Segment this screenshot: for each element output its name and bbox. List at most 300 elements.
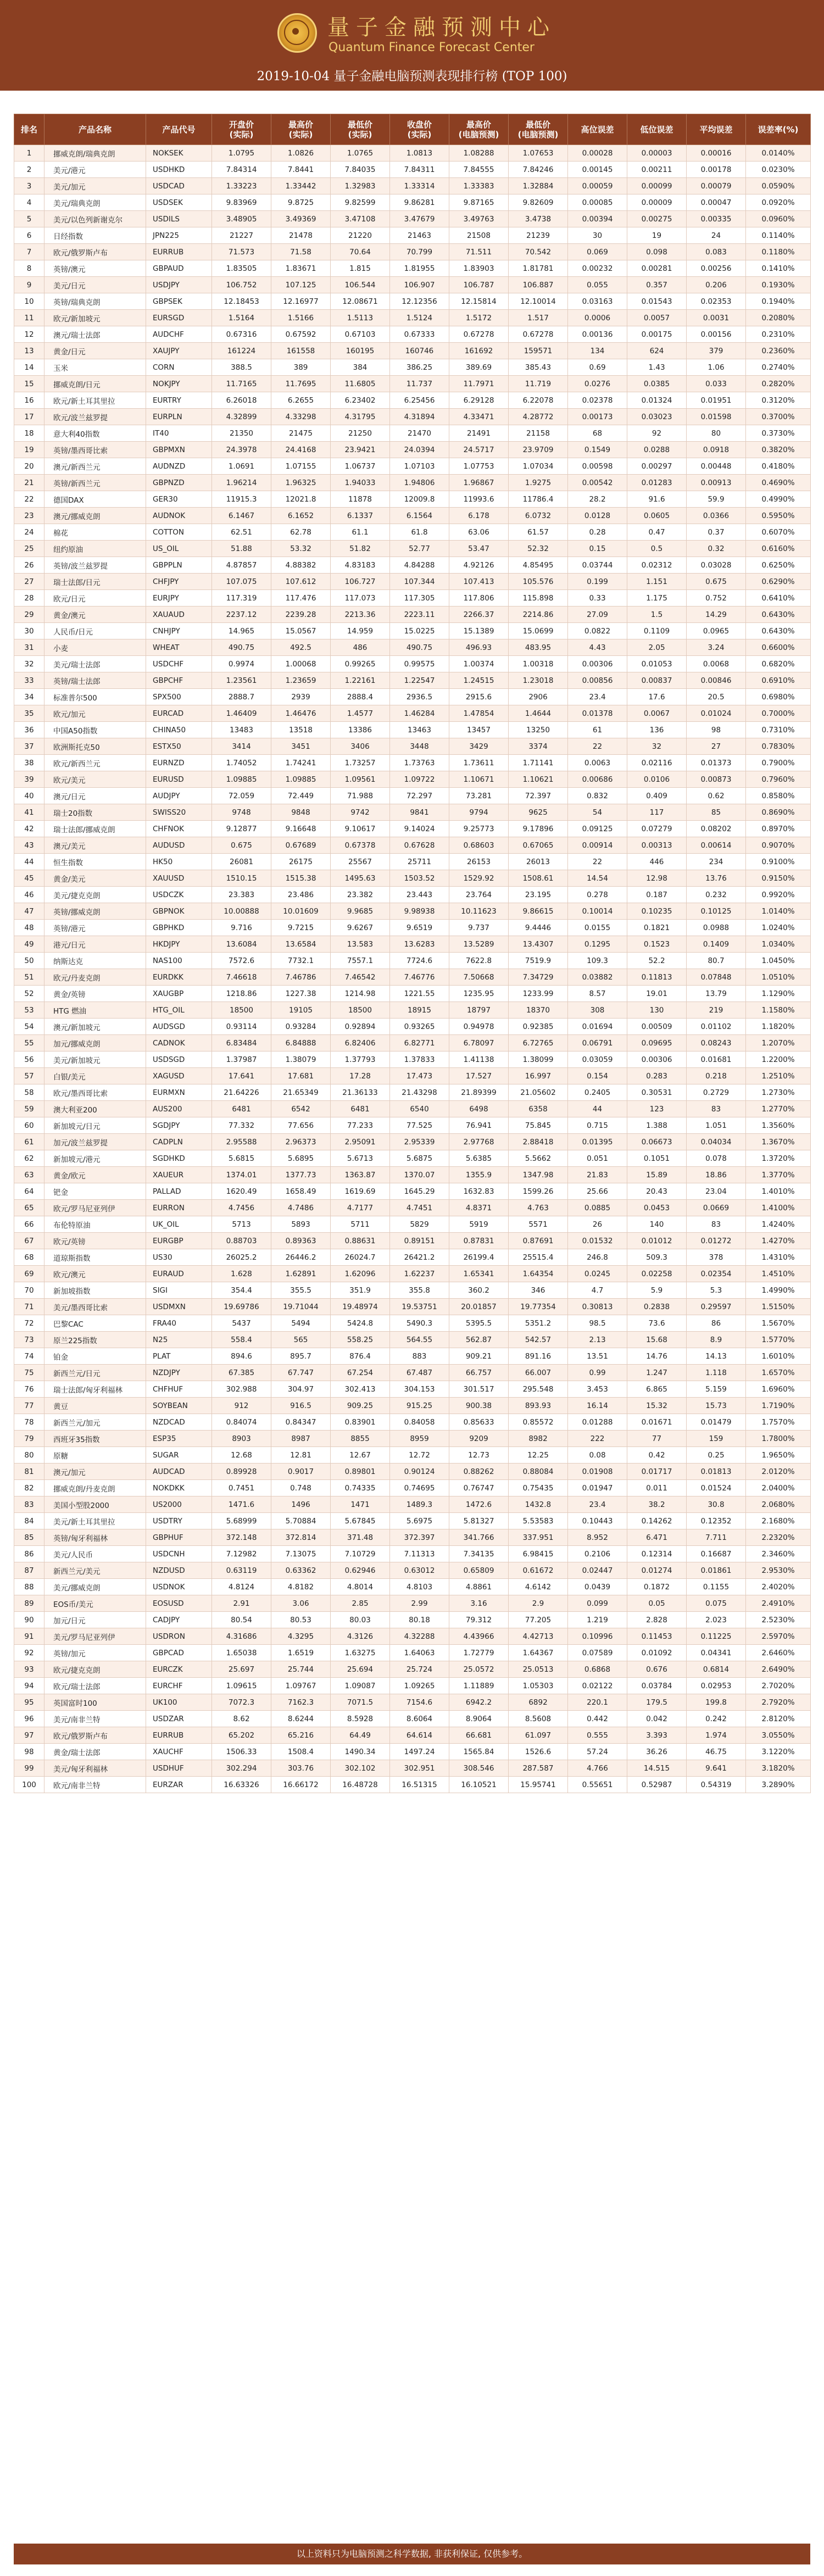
table-cell: 0.85633 bbox=[449, 1414, 509, 1431]
table-cell: 欧元/英镑 bbox=[44, 1233, 146, 1249]
table-cell: IT40 bbox=[146, 425, 212, 442]
table-cell: 4.6142 bbox=[509, 1579, 568, 1595]
table-cell: 美元/南非兰特 bbox=[44, 1711, 146, 1727]
table-cell: 0.84074 bbox=[212, 1414, 271, 1431]
table-cell: 5713 bbox=[212, 1216, 271, 1233]
table-row bbox=[14, 920, 811, 936]
table-cell: 1.2770% bbox=[746, 1101, 811, 1117]
table-cell: 490.75 bbox=[212, 639, 271, 656]
table-cell: 1.09087 bbox=[331, 1678, 390, 1694]
table-cell: 1.07753 bbox=[449, 458, 509, 475]
table-cell: 893.93 bbox=[509, 1398, 568, 1414]
table-cell: 13386 bbox=[331, 722, 390, 738]
table-cell: 1.0510% bbox=[746, 969, 811, 986]
table-cell: 8959 bbox=[390, 1431, 449, 1447]
table-cell: 7.84035 bbox=[331, 162, 390, 178]
table-cell: 65.216 bbox=[271, 1727, 331, 1744]
table-cell: 9.6267 bbox=[331, 920, 390, 936]
table-cell: 2.1680% bbox=[746, 1513, 811, 1529]
table-cell: 1 bbox=[14, 145, 44, 162]
table-cell: 0.00542 bbox=[568, 475, 627, 491]
table-cell: 0.1155 bbox=[687, 1579, 746, 1595]
table-cell: 0.01102 bbox=[687, 1019, 746, 1035]
table-cell: 挪威克朗/日元 bbox=[44, 376, 146, 392]
table-cell: 21.83 bbox=[568, 1167, 627, 1183]
table-cell: 15.95741 bbox=[509, 1777, 568, 1793]
table-cell: 1.73257 bbox=[331, 755, 390, 771]
table-cell: SIGI bbox=[146, 1282, 212, 1299]
table-cell: 0.02122 bbox=[568, 1678, 627, 1694]
table-cell: 0.88084 bbox=[509, 1464, 568, 1480]
table-cell: 美元/挪威克朗 bbox=[44, 1579, 146, 1595]
table-row bbox=[14, 672, 811, 689]
table-cell: 9.82609 bbox=[509, 194, 568, 211]
table-cell: 0.1549 bbox=[568, 442, 627, 458]
table-row bbox=[14, 145, 811, 162]
table-cell: 92 bbox=[627, 425, 687, 442]
table-cell: 1370.07 bbox=[390, 1167, 449, 1183]
table-cell: 澳元/新加坡元 bbox=[44, 1019, 146, 1035]
table-cell: 0.1410% bbox=[746, 260, 811, 277]
table-cell: AUS200 bbox=[146, 1101, 212, 1117]
table-cell: 0.54319 bbox=[687, 1777, 746, 1793]
table-cell: 0.0453 bbox=[627, 1200, 687, 1216]
table-cell: 5.70884 bbox=[271, 1513, 331, 1529]
table-cell: 0.88703 bbox=[212, 1233, 271, 1249]
table-cell: 19.69786 bbox=[212, 1299, 271, 1315]
table-cell: 7572.6 bbox=[212, 953, 271, 969]
table-cell: 人民币/日元 bbox=[44, 623, 146, 639]
table-cell: 1.46284 bbox=[390, 705, 449, 722]
table-cell: 5351.2 bbox=[509, 1315, 568, 1332]
table-cell: 97 bbox=[14, 1727, 44, 1744]
table-cell: 0.02447 bbox=[568, 1562, 627, 1579]
table-cell: 1.974 bbox=[687, 1727, 746, 1744]
table-cell: 0.01024 bbox=[687, 705, 746, 722]
table-cell: CADJPY bbox=[146, 1612, 212, 1628]
table-cell: 1.74241 bbox=[271, 755, 331, 771]
table-row bbox=[14, 574, 811, 590]
table-row bbox=[14, 1002, 811, 1019]
table-cell: 67 bbox=[14, 1233, 44, 1249]
table-cell: 18.86 bbox=[687, 1167, 746, 1183]
table-cell: 8.57 bbox=[568, 986, 627, 1002]
table-cell: 117.806 bbox=[449, 590, 509, 607]
table-cell: 16.66172 bbox=[271, 1777, 331, 1793]
table-cell: 9625 bbox=[509, 804, 568, 821]
brand-name-cn: 量子金融预测中心 bbox=[327, 15, 556, 40]
table-cell: 1.09722 bbox=[390, 771, 449, 788]
table-cell: 16.14 bbox=[568, 1398, 627, 1414]
table-cell: 0.67628 bbox=[390, 837, 449, 854]
table-cell: 0.67278 bbox=[509, 326, 568, 343]
table-cell: 107.075 bbox=[212, 574, 271, 590]
table-cell: 77 bbox=[14, 1398, 44, 1414]
table-cell: 17.641 bbox=[212, 1068, 271, 1084]
table-cell: 0.01947 bbox=[568, 1480, 627, 1496]
table-cell: NZDCAD bbox=[146, 1414, 212, 1431]
table-cell: 0.01012 bbox=[627, 1233, 687, 1249]
table-cell: 32 bbox=[14, 656, 44, 672]
table-cell: 161692 bbox=[449, 343, 509, 359]
table-cell: 0.6868 bbox=[568, 1661, 627, 1678]
table-row bbox=[14, 1183, 811, 1200]
table-cell: 0.278 bbox=[568, 887, 627, 903]
table-cell: 0.2106 bbox=[568, 1546, 627, 1562]
table-cell: SOYBEAN bbox=[146, 1398, 212, 1414]
table-cell: 0.09695 bbox=[627, 1035, 687, 1051]
table-cell: 7.46776 bbox=[390, 969, 449, 986]
table-row bbox=[14, 1529, 811, 1546]
table-cell: 72.297 bbox=[390, 788, 449, 804]
table-cell: 69 bbox=[14, 1266, 44, 1282]
table-cell: 31 bbox=[14, 639, 44, 656]
table-row bbox=[14, 409, 811, 425]
table-cell: 8.9 bbox=[687, 1332, 746, 1348]
table-cell: 0.748 bbox=[271, 1480, 331, 1496]
table-cell: 21239 bbox=[509, 227, 568, 244]
table-cell: 1432.8 bbox=[509, 1496, 568, 1513]
table-cell: 23.9421 bbox=[331, 442, 390, 458]
table-cell: 6.1564 bbox=[390, 508, 449, 524]
table-cell: GBPHKD bbox=[146, 920, 212, 936]
table-cell: 1645.29 bbox=[390, 1183, 449, 1200]
table-cell: 6.1337 bbox=[331, 508, 390, 524]
table-cell: 0.07848 bbox=[687, 969, 746, 986]
table-cell: 140 bbox=[627, 1216, 687, 1233]
table-cell: 0.6250% bbox=[746, 557, 811, 574]
table-cell: AUDCAD bbox=[146, 1464, 212, 1480]
table-cell: 42 bbox=[14, 821, 44, 837]
table-cell: 77.233 bbox=[331, 1117, 390, 1134]
table-row bbox=[14, 524, 811, 541]
table-cell: 9.641 bbox=[687, 1760, 746, 1777]
table-cell: 5395.5 bbox=[449, 1315, 509, 1332]
table-cell: 1503.52 bbox=[390, 870, 449, 887]
table-cell: 0.02353 bbox=[687, 293, 746, 310]
table-cell: 7.11313 bbox=[390, 1546, 449, 1562]
table-cell: 159 bbox=[687, 1431, 746, 1447]
table-cell: EURAUD bbox=[146, 1266, 212, 1282]
table-cell: 中国A50指数 bbox=[44, 722, 146, 738]
table-cell: 14.959 bbox=[331, 623, 390, 639]
table-cell: 0.7900% bbox=[746, 755, 811, 771]
table-cell: 0.0965 bbox=[687, 623, 746, 639]
table-cell: 62 bbox=[14, 1150, 44, 1167]
table-cell: 3.16 bbox=[449, 1595, 509, 1612]
table-cell: 360.2 bbox=[449, 1282, 509, 1299]
table-cell: 3.1220% bbox=[746, 1744, 811, 1760]
table-cell: 0.0988 bbox=[687, 920, 746, 936]
table-cell: 0.09125 bbox=[568, 821, 627, 837]
table-cell: 562.87 bbox=[449, 1332, 509, 1348]
table-cell: 161224 bbox=[212, 343, 271, 359]
table-cell: 美国小型股2000 bbox=[44, 1496, 146, 1513]
column-header: 误差率(%) bbox=[746, 114, 811, 145]
table-cell: US2000 bbox=[146, 1496, 212, 1513]
table-cell: 15.68 bbox=[627, 1332, 687, 1348]
table-cell: 246.8 bbox=[568, 1249, 627, 1266]
table-row bbox=[14, 1398, 811, 1414]
table-cell: 5.67845 bbox=[331, 1513, 390, 1529]
table-cell: 5.159 bbox=[687, 1381, 746, 1398]
table-cell: 2.95339 bbox=[390, 1134, 449, 1150]
table-cell: 6.2655 bbox=[271, 392, 331, 409]
table-cell: 1.47854 bbox=[449, 705, 509, 722]
table-cell: 0.05 bbox=[627, 1595, 687, 1612]
table-cell: 1.81955 bbox=[390, 260, 449, 277]
table-cell: 0.232 bbox=[687, 887, 746, 903]
table-cell: 78 bbox=[14, 1414, 44, 1431]
table-cell: SPX500 bbox=[146, 689, 212, 705]
table-row bbox=[14, 639, 811, 656]
table-cell: 24.5717 bbox=[449, 442, 509, 458]
table-cell: 67.747 bbox=[271, 1365, 331, 1381]
table-cell: 美元/瑞典克朗 bbox=[44, 194, 146, 211]
table-cell: 9848 bbox=[271, 804, 331, 821]
table-cell: 61.57 bbox=[509, 524, 568, 541]
table-cell: 0.4180% bbox=[746, 458, 811, 475]
table-row bbox=[14, 359, 811, 376]
table-cell: 意大利40指数 bbox=[44, 425, 146, 442]
table-cell: 302.413 bbox=[331, 1381, 390, 1398]
table-cell: 英镑/加元 bbox=[44, 1645, 146, 1661]
table-cell: 1.0813 bbox=[390, 145, 449, 162]
table-cell: 1.151 bbox=[627, 574, 687, 590]
table-cell: 4.87857 bbox=[212, 557, 271, 574]
table-cell: 14.29 bbox=[687, 607, 746, 623]
table-cell: GBPSEK bbox=[146, 293, 212, 310]
table-cell: 1.0140% bbox=[746, 903, 811, 920]
table-cell: 106.887 bbox=[509, 277, 568, 293]
table-cell: 54 bbox=[568, 804, 627, 821]
table-cell: 6540 bbox=[390, 1101, 449, 1117]
table-cell: 1.5166 bbox=[271, 310, 331, 326]
table-cell: 2.9 bbox=[509, 1595, 568, 1612]
table-cell: 1.10621 bbox=[509, 771, 568, 788]
table-cell: 12.68 bbox=[212, 1447, 271, 1464]
table-row bbox=[14, 1431, 811, 1447]
table-cell: 7.84311 bbox=[390, 162, 449, 178]
table-cell: 80.53 bbox=[271, 1612, 331, 1628]
table-cell: 9794 bbox=[449, 804, 509, 821]
table-cell: 5.5662 bbox=[509, 1150, 568, 1167]
table-cell: 6358 bbox=[509, 1101, 568, 1117]
table-cell: 16.10521 bbox=[449, 1777, 509, 1793]
table-cell: CADPLN bbox=[146, 1134, 212, 1150]
table-cell: 19.48974 bbox=[331, 1299, 390, 1315]
table-cell: 3.47679 bbox=[390, 211, 449, 227]
table-row bbox=[14, 508, 811, 524]
table-cell: 英国富时100 bbox=[44, 1694, 146, 1711]
table-cell: 1.64063 bbox=[390, 1645, 449, 1661]
table-row bbox=[14, 1414, 811, 1431]
table-cell: EURDKK bbox=[146, 969, 212, 986]
table-cell: 美元/墨西哥比索 bbox=[44, 1299, 146, 1315]
column-header: 最低价 (实际) bbox=[331, 114, 390, 145]
table-cell: 1.83671 bbox=[271, 260, 331, 277]
table-cell: 0.07279 bbox=[627, 821, 687, 837]
table-cell: 0.0128 bbox=[568, 508, 627, 524]
table-cell: 0.3730% bbox=[746, 425, 811, 442]
table-row bbox=[14, 1727, 811, 1744]
table-cell: 76 bbox=[14, 1381, 44, 1398]
table-cell: 1.06 bbox=[687, 359, 746, 376]
table-cell: EURPLN bbox=[146, 409, 212, 425]
table-cell: 1.11889 bbox=[449, 1678, 509, 1694]
table-cell: 0.5 bbox=[627, 541, 687, 557]
table-cell: 恒生指数 bbox=[44, 854, 146, 870]
table-cell: 490.75 bbox=[390, 639, 449, 656]
table-cell: NZDUSD bbox=[146, 1562, 212, 1579]
table-cell: 1.32884 bbox=[509, 178, 568, 194]
table-cell: USDHKD bbox=[146, 162, 212, 178]
table-cell: 1.0826 bbox=[271, 145, 331, 162]
table-cell: 0.6160% bbox=[746, 541, 811, 557]
table-cell: 2223.11 bbox=[390, 607, 449, 623]
table-cell: 0.89151 bbox=[390, 1233, 449, 1249]
ranking-table bbox=[14, 114, 811, 1793]
table-cell: 2.4020% bbox=[746, 1579, 811, 1595]
table-cell: 13463 bbox=[390, 722, 449, 738]
table-cell: 瑞士法郎/挪威克朗 bbox=[44, 821, 146, 837]
table-cell: 8.6244 bbox=[271, 1711, 331, 1727]
table-cell: 2.0120% bbox=[746, 1464, 811, 1480]
table-cell: 0.0590% bbox=[746, 178, 811, 194]
table-cell: 5919 bbox=[449, 1216, 509, 1233]
table-row bbox=[14, 1777, 811, 1793]
table-cell: 25515.4 bbox=[509, 1249, 568, 1266]
table-cell: 0.676 bbox=[627, 1661, 687, 1678]
table-cell: 11.7165 bbox=[212, 376, 271, 392]
table-cell: 13 bbox=[14, 343, 44, 359]
table-cell: 0.0006 bbox=[568, 310, 627, 326]
table-cell: 1.0240% bbox=[746, 920, 811, 936]
table-cell: 16.51315 bbox=[390, 1777, 449, 1793]
table-cell: 3.0550% bbox=[746, 1727, 811, 1744]
table-cell: 1620.49 bbox=[212, 1183, 271, 1200]
table-cell: 105.576 bbox=[509, 574, 568, 590]
table-cell: USDJPY bbox=[146, 277, 212, 293]
table-cell: 95 bbox=[14, 1694, 44, 1711]
table-cell: 6.29128 bbox=[449, 392, 509, 409]
table-cell: 11.7695 bbox=[271, 376, 331, 392]
table-cell: 9.4446 bbox=[509, 920, 568, 936]
table-cell: 3.24 bbox=[687, 639, 746, 656]
table-cell: 0.12314 bbox=[627, 1546, 687, 1562]
table-cell: 4.92126 bbox=[449, 557, 509, 574]
table-cell: 5.53583 bbox=[509, 1513, 568, 1529]
table-cell: 0.01283 bbox=[627, 475, 687, 491]
table-cell: 26081 bbox=[212, 854, 271, 870]
table-row bbox=[14, 1464, 811, 1480]
table-cell: 21478 bbox=[271, 227, 331, 244]
table-cell: 0.89928 bbox=[212, 1464, 271, 1480]
table-cell: AUDNZD bbox=[146, 458, 212, 475]
table-cell: 1.1290% bbox=[746, 986, 811, 1002]
table-cell: 98 bbox=[687, 722, 746, 738]
table-cell: 73 bbox=[14, 1332, 44, 1348]
table-cell: 0.00509 bbox=[627, 1019, 687, 1035]
table-cell: 354.4 bbox=[212, 1282, 271, 1299]
column-header: 最高价 (实际) bbox=[271, 114, 331, 145]
table-cell: 6.98415 bbox=[509, 1546, 568, 1562]
table-cell: 8.6064 bbox=[390, 1711, 449, 1727]
table-cell: 9.14024 bbox=[390, 821, 449, 837]
table-cell: 美元/瑞士法郎 bbox=[44, 656, 146, 672]
table-row bbox=[14, 705, 811, 722]
table-cell: 30 bbox=[14, 623, 44, 639]
table-cell: 7.8441 bbox=[271, 162, 331, 178]
table-cell: 0.67689 bbox=[271, 837, 331, 854]
table-cell: 1.4990% bbox=[746, 1282, 811, 1299]
table-cell: 83 bbox=[14, 1496, 44, 1513]
table-cell: 3448 bbox=[390, 738, 449, 755]
table-cell: 25.0513 bbox=[509, 1661, 568, 1678]
table-cell: NOKJPY bbox=[146, 376, 212, 392]
table-cell: 1.24515 bbox=[449, 672, 509, 689]
table-cell: 0.32 bbox=[687, 541, 746, 557]
table-cell: 94 bbox=[14, 1678, 44, 1694]
table-cell: 英镑/挪威克朗 bbox=[44, 903, 146, 920]
table-cell: 5711 bbox=[331, 1216, 390, 1233]
table-cell: 542.57 bbox=[509, 1332, 568, 1348]
table-cell: 2.0400% bbox=[746, 1480, 811, 1496]
table-cell: 1.00374 bbox=[449, 656, 509, 672]
table-cell: 1.5770% bbox=[746, 1332, 811, 1348]
table-cell: 0.409 bbox=[627, 788, 687, 804]
table-cell: 6.178 bbox=[449, 508, 509, 524]
table-cell: EURCZK bbox=[146, 1661, 212, 1678]
table-cell: 0.88262 bbox=[449, 1464, 509, 1480]
table-cell: 66.007 bbox=[509, 1365, 568, 1381]
column-header: 高位误差 bbox=[568, 114, 627, 145]
table-cell: 0.30531 bbox=[627, 1084, 687, 1101]
table-cell: 0.01951 bbox=[687, 392, 746, 409]
table-cell: 4.33298 bbox=[271, 409, 331, 425]
table-row bbox=[14, 425, 811, 442]
table-cell: 0.02378 bbox=[568, 392, 627, 409]
table-cell: 386.25 bbox=[390, 359, 449, 376]
table-row bbox=[14, 1760, 811, 1777]
table-cell: 1508.61 bbox=[509, 870, 568, 887]
table-cell: 澳元/日元 bbox=[44, 788, 146, 804]
table-cell: 6481 bbox=[331, 1101, 390, 1117]
table-row bbox=[14, 623, 811, 639]
table-cell: 53 bbox=[14, 1002, 44, 1019]
table-cell: 5.9 bbox=[627, 1282, 687, 1299]
table-cell: 0.03028 bbox=[687, 557, 746, 574]
table-cell: 0.01272 bbox=[687, 1233, 746, 1249]
table-cell: FRA40 bbox=[146, 1315, 212, 1332]
table-cell: 0.10443 bbox=[568, 1513, 627, 1529]
table-cell: 9.12877 bbox=[212, 821, 271, 837]
table-body bbox=[14, 145, 811, 1793]
table-cell: 15.0225 bbox=[390, 623, 449, 639]
table-cell: 0.0230% bbox=[746, 162, 811, 178]
table-cell: 黄金/英镑 bbox=[44, 986, 146, 1002]
table-cell: 0.99575 bbox=[390, 656, 449, 672]
table-cell: 161558 bbox=[271, 343, 331, 359]
table-cell: 0.1051 bbox=[627, 1150, 687, 1167]
table-cell: 1.08288 bbox=[449, 145, 509, 162]
table-cell: 欧元/波兰兹罗提 bbox=[44, 409, 146, 425]
table-cell: NOKSEK bbox=[146, 145, 212, 162]
table-cell: 891.16 bbox=[509, 1348, 568, 1365]
table-cell: 26025.2 bbox=[212, 1249, 271, 1266]
table-cell: 372.397 bbox=[390, 1529, 449, 1546]
table-cell: 0.1295 bbox=[568, 936, 627, 953]
